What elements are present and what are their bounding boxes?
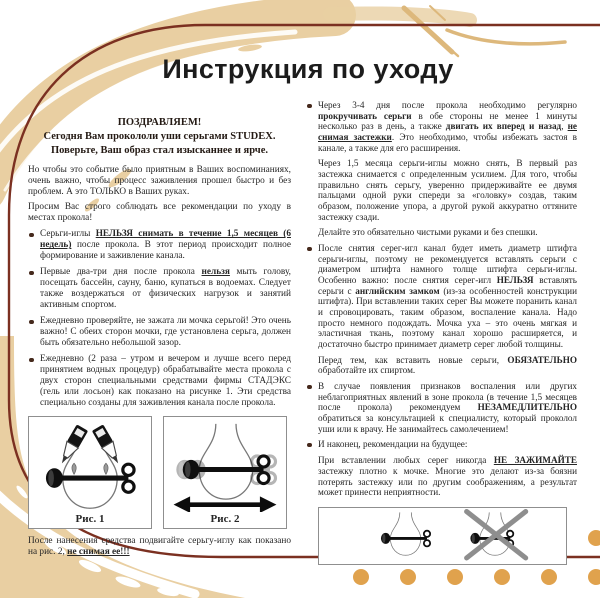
clasp-spacing-illustration <box>325 509 561 563</box>
care-rule-item: Серьги-иглы НЕЛЬЗЯ снимать в течение 1,5 месяцев (6 недель) после прокола. В этот период происходит полное формирование и заживление канала. <box>28 229 291 262</box>
earring-application-illustration <box>34 422 146 512</box>
care-paragraph: При вставлении любых серег никогда НЕ ЗАЖИМАЙТЕ застежку плотно к мочке. Многие это делают из-за боязни потерять застежку или по другим соображениям, а результат может принести неприятности. <box>318 455 577 498</box>
care-rule-item: В случае появления признаков воспаления или других неблагоприятных явлений в зоне прокола (в течение 1,5 месяцев после прокола) рекомендуем НЕЗАМЕДЛИТЕЛЬНО обратиться за консультацией к специалисту, который проколол уши или к врачу. Не занимайтесь самолечением! <box>306 381 577 434</box>
page-title: Инструкция по уходу <box>162 54 454 84</box>
intro-paragraph: Но чтобы это событие было приятным в Ваших воспоминаниях, очень важно, чтобы процесс заживления прошел быстро и без проблем. А это ТОЛЬКО в Ваших руках. <box>28 164 291 197</box>
figure-2-caption: Рис. 2 <box>210 512 240 525</box>
congrats-line: Сегодня Вам прокололи уши серьгами STUDEX. <box>43 130 276 142</box>
left-column <box>28 116 291 563</box>
figure-1-caption: Рис. 1 <box>75 512 105 525</box>
congrats-line: Поверьте, Ваш образ стал изысканнее и ярче. <box>51 144 268 156</box>
congratulations-block <box>28 116 291 158</box>
care-rule-item: Через 3-4 дня после прокола необходимо регулярно прокручивать серьги в обе стороны не менее 1 минуты несколько раз в день, а также двигать их вперед и назад, не снимая застежки. Это необходимо, чтобы избежать застоя в канале, а также для его расширения. <box>306 100 577 153</box>
right-column <box>306 100 577 565</box>
care-rule-item: И наконец, рекомендации на будущее: <box>306 439 577 450</box>
earring-movement-illustration <box>167 422 283 512</box>
care-rule-item: Ежедневно проверяйте, не зажата ли мочка серьгой! Это очень важно! С обеих сторон мочки, где установлена серьга, должен быть обязательно небольшой зазор. <box>28 316 291 349</box>
figure-2-box <box>163 416 287 529</box>
figure-1-box <box>28 416 152 529</box>
care-paragraph: Перед тем, как вставить новые серьги, ОБЯЗАТЕЛЬНО обработайте их спиртом. <box>318 354 577 376</box>
clasp-spacing-figure-box <box>318 507 567 565</box>
care-rule-item: Первые два-три дня после прокола нельзя мыть голову, посещать бассейн, сауну, баню, купаться в водоемах. Следует также воздержаться от физических нагрузок и занятий активным спортом. <box>28 267 291 311</box>
care-paragraph: Делайте это обязательно чистыми руками и без спешки. <box>318 227 538 238</box>
care-rule-item: После снятия серег-игл канал будет иметь диаметр штифта серьги-иглы, поэтому не рекомендуется вставлять серьги с диаметром штифта намного толще штифта серьги-иглы. Особенно важно: после снятия серег-игл НЕЛЬЗЯ вставлять серьги с английским замком (из-за особенностей конструкции штифта). При вставлении таких серег Вы можете поранить канал и спровоцировать, таким образом, воспаление канала. Надо просто немного подождать. Мочка уха – это очень мягкая и эластичная ткань, поэтому канал хорошо расширяется, и достаточно быстро принимает диаметр серег любой толщины. <box>306 243 577 350</box>
after-figures-note: После нанесения средства подвигайте серьгу-иглу как показано на рис. 2, не снимая ее!!! <box>28 535 291 557</box>
congrats-line: ПОЗДРАВЛЯЕМ! <box>117 117 202 128</box>
care-rule-item: Ежедневно (2 раза – утром и вечером и лучше всего перед принятием водных процедур) обрабатывайте места прокола с двух сторон специальными средствами фирмы СТАДЭКС (гель или лосьон) как показано на рисунке 1. Эти средства специально созданы для заживления канала после прокола. <box>28 354 291 409</box>
care-paragraph: Через 1,5 месяца серьги-иглы можно снять, В первый раз застежка снимается с определенным усилием. Для того, чтобы правильно снять серьгу, уверенно придерживайте ее двумя пальцами одной руки спереди за «головку» создав, таким образом, положение упора, а другой рукой аккуратно оттяните застежку сзади. <box>318 158 577 222</box>
figure-row <box>28 416 291 529</box>
plea-paragraph: Просим Вас строго соблюдать все рекомендации по уходу в местах прокола! <box>28 202 291 224</box>
